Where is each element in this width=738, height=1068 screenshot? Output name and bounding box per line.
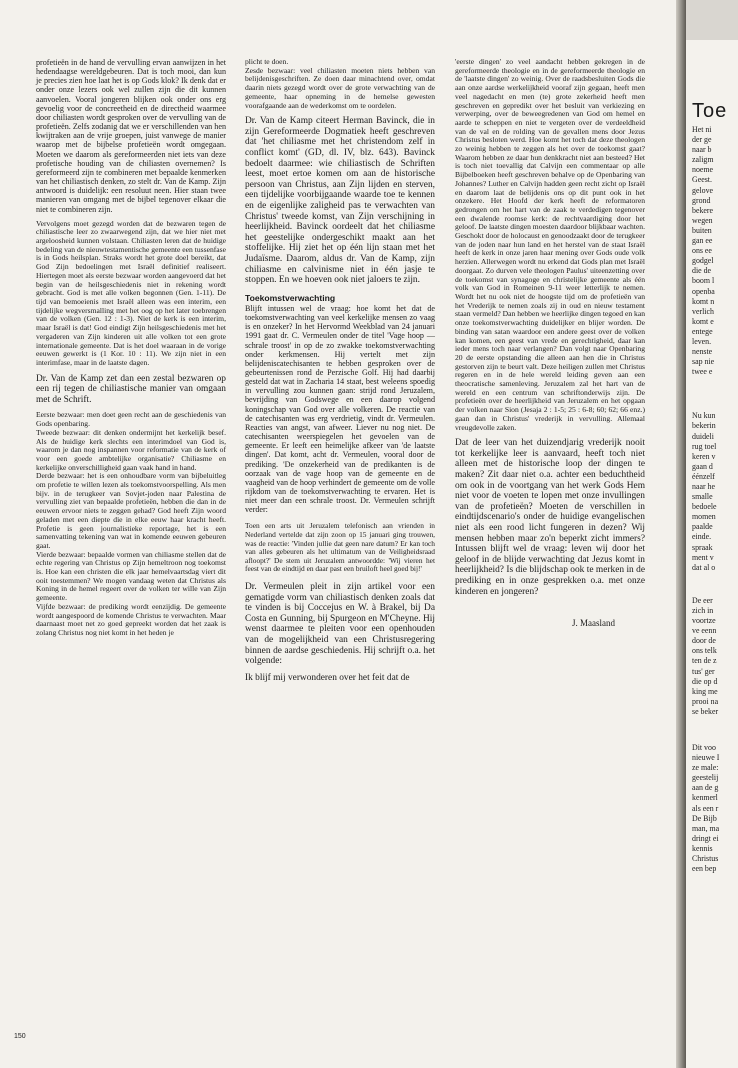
paragraph: 'eerste dingen' zo veel aandacht hebben gekregen in de gereformeerde theologie en in de gereformeerde theologie en de 'laatste dingen' zo weinig. Over de raadsbesluiten Gods die aan onze aardse werkelijkheid vooraf zijn gegaan, heeft men veel nagedacht en men (te) grote zekerheid heeft men geschreven en gepredikt over het besluit van verkiezing en verwerping, over de beweegredenen van God om hemel en aarde te scheppen en niet te vergeten over de verdeeldheid van de val en de rolding van de gevallen mens door Jezus Christus besloten werd. Hoe komt het toch dat deze theologen zo weinig hebben te zeggen als het over de toekomst gaat? Waarom hebben ze daar hun denkkracht niet aan besteed? Het is toch niet toevallig dat Calvijn een commentaar op alle Bijbelboeken heeft geschreven behalve op de Openbaring van Johannes? Luther en Calvijn hadden geen recht zicht op Israël en daarom laat de belijdenis ons op dit punt ook in het onzekere. Het Hoofd der kerk heeft de reformatoren gedrongen om het hart van de zaak te verdedigen tegenover een dwalende roomse kerk: de rechtvaardiging door het geloof. De laatste dingen moesten daardoor blijkbaar wachten. Geschokt door de holocaust en genoodzaakt door de terugkeer van de joden naar hun land en het herstel van de staat Israël heeft de kerk in onze jaren haar mening over Gods oude volk herzien. Allerwegen wordt nu erkend dat Gods plan met Israël doorgaat. Zo durven vele theologen Paulus' uiteenzetting over de toekomst van synagoge en christelijke gemeente als één volk van God in Romeinen 9-11 weer letterlijk te nemen. Wordt het nu ook niet de hoogste tijd om de profetieën van het Vrederijk te nemen zoals zij in oud en nieuw testament staan vermeld? Dan hebben we heerlijke dingen tegoed en kan onze toekomstverwachting duidelijker en blijer worden. De binding van satan waardoor een andere geest over de volken kan komen, een geest van vrede en gerechtigheid, daar kan ieder mens toch naar verlangen? Dan volgt naar Openbaring 20 de eerste opstanding die alleen aan hen die in Christus gestorven zijn te beurt valt. Deze heiligen zullen met Christus regeren en in de hele wereld leiding geven aan een theocratische samenleving. Jeruzalem zal het hart van de wereld en een centrum van schriftonderwijs zijn. De profetieën over de heerlijkheid van Jeruzalem en het opgaan der volken naar Sion (Jesaja 2 : 1-5; 25 : 6-8; 60; 62; 66 enz.) gaan dan in Christus' vrederijk in vervulling. Allemaal vreugdevolle zaken. [455, 57, 645, 432]
column-3 [455, 58, 645, 634]
paragraph: Vervolgens moet gezegd worden dat de bezwaren tegen de chiliastische leer zo zwaarwegend zijn, dat we hier niet met argeloosheid kunnen volstaan. Chiliasten leren dat de huidige bedeling van de nieuwtestamentische gemeente een tussenfase is in Gods heilsplan. Straks wordt het grote doel bereikt, dat God Zijn bedoelingen met Israël definitief realiseert. Hiertegen moet als eerste bezwaar worden aangevoerd dat het begin van de heilsgeschiedenis niet in rekening wordt gebracht. God is met alle volken begonnen (Gen. 1-11). De tijd van bemoeienis met Israël alleen was een interim, een tijdelijke wegversmalling met het oog op het later toebrengen van de volken (Gen. 12 : 1-3). Niet de kerk is een interim, maar Israël is dat! God eindigt Zijn heilsgeschiedenis met het vergaderen van Zijn kinderen uit alle volken tot een grote internationale gemeente. Dat is het doel waaraan in de vorige eeuwen gewerkt is (1 Kor. 10 : 11). We zijn niet in een interimfase, maar in de laatste dagen. [36, 218, 226, 367]
next-page-text: Dit voo nieuwe I ze male: geestelij aan de g kenmerl als een r De Bijb man, ma dringt ei kennis Christus een bep [692, 742, 720, 874]
next-page-title: Toe [692, 100, 728, 122]
section-heading: Toekomstverwachting [245, 292, 336, 303]
column-1 [36, 58, 226, 644]
paragraph: Dat de leer van het duizendjarig vrederijk nooit tot kerkelijke leer is aanvaard, heeft toch niet alleen met de historische loop der dingen te maken? Zit daar niet o.a. achter een beduchtheid om ook in de voortgang van het werk Gods Hem niet voor de voeten te lopen met onze invullingen van de profetieën? Moeten de verschillen in eindtijdscenario's onder de huidige evangelischen niet als een rood licht fungeren in dezen? Wij mensen hebben maar zo'n beperkt zicht immers? Intussen blijft wel de vraag: leven wij door het geloof in de blijde verwachting dat Jezus komt in heerlijkheid? Is die blijdschap ook te merken in de prediking en in onze gesprekken o.a. met onze kinderen en jongeren? [455, 438, 645, 597]
paragraph: plicht te doen. Zesde bezwaar: veel chiliasten moeten niets hebben van belijdenisgeschriften. Ze doen daar minachtend over, omdat daarin niets gezegd wordt over de grote verwachting van de gemeente, haar opneming in de hemelse gewesten voorafgaande aan de wederkomst om te oordelen. [245, 57, 435, 110]
page-number: 150 [14, 1033, 26, 1040]
next-page-text: De eer zich in voortze ve eenn door de ons telk ten de z tus' ger die op d king me prooi na se beker [692, 595, 719, 716]
next-page-fragment [686, 40, 738, 1068]
paragraph: Ik blijf mij verwonderen over het feit dat de [245, 672, 410, 683]
next-page-text: Het ni der ge naar b zaligm noeme Geest. gelove grond bekere wegen buiten gan ee ons ee godgel die de boom l openba komt n verlich komt e entege leven. nenste sap nie twee e [692, 125, 715, 377]
objections-list: Eerste bezwaar: men doet geen recht aan de geschiedenis van Gods openbaring. Tweede bezwaar: dit denken ondermijnt het kerkelijk besef. Als de huidige kerk slechts een interimdoel van God is, waarom je dan nog inspannen voor reformatie van de kerk of voor een goede ambtelijke organisatie? Chiliasme en kerkelijke onverschilligheid gaan vaak hand in hand. Derde bezwaar: het is een onhoudbare vorm van bijbeluitleg om profetie te willen lezen als toekomstvoorspelling. Als men bijv. in de terugkeer van Sovjet-joden naar Palestina de vervulling ziet van bepaalde profetieën, hebben die dan in de eeuwen ervoor niets te zeggen gehad? God heeft Zijn woord geladen met een diepte die in elke eeuw haar kracht heeft. Profetie is geen journalistieke reportage, het is een samenvatting tekening van wat in komende eeuwen gebeuren gaat. Vierde bezwaar: bepaalde vormen van chiliasme stellen dat de echte regering van Christus op Zijn hemeltroon nog toekomst is. Hoe kan een christen die elk jaar hemelvaartsdag viert dit ooit toestemmen? We mogen vandaag weten dat Christus als Koning in de hemel regeert over de volken ter wille van Zijn gemeente. Vijfde bezwaar: de prediking wordt eenzijdig. De gemeente wordt aangespoord de komende Christus te verwachten. Maar daarnaast moet net zo goed gepreekt worden dat het zaak is zolang Christus nog niet komt in het heden je [36, 410, 226, 637]
column-2 [245, 58, 435, 689]
book-gutter [676, 0, 686, 1068]
paragraph: Blijft intussen wel de vraag: hoe komt het dat de toekomstverwachting van veel kerkelijke mensen zo vaag is en onzeker? In het Hervormd Weekblad van 24 januari 1991 gaat dr. C. Vermeulen onder de titel 'Vage hoop — schrale troost' in op de zo zwakke toekomstverwachting onder kerkmensen. Hij vertelt met zijn belijdeniscatechisanten te hebben gesproken over de gebeurtenissen rond de Perzische Golf. Hij had daarbij gesteld dat wat in Zacharia 14 staat, best weleens spoedig in vervulling zou kunnen gaan: strijd rond Jeruzalem, bevrijding van Godswege en een daarop volgend koningschap van God over alle volkeren. De reactie van de catechisanten was erg verdrietig, vindt dr. Vermeulen. Reacties van angst, van afweer. Liever nu nog niet. De catechisanten weerspiegelen het gevoelen van de gemeente. Er leeft een heimelijke afkeer van 'de laatste dingen'. Dat komt, acht dr. Vermeulen, vooral door de prediking. 'De onzekerheid van de predikanten is de oorzaak van de vage hoop van de gemeente en de vaagheid van de hoop verhindert de gemeente om de volle rijkdom van de toekomstverwachting te ervaren. Het is niet meer dan een schrale troost. Dr. Vermeulen schrijft verder: [245, 303, 435, 515]
paragraph: Dr. Van de Kamp citeert Herman Bavinck, die in zijn Gereformeerde Dogmatiek heeft geschreven dat 'het chiliasme met het christendom zelf in conflict komt' (GD, dl. IV, blz. 643). Bavinck bedoelt daarmee: wie chiliastisch de Schriften leest, moet ertoe komen om aan de historische persoon van Christus, aan Zijn lijden en sterven, een tijdelijke voorbijgaande waarde toe te kennen en de eigenlijke zaligheid pas te verwachten van Christus' tweede komst, van Zijn verschijning in heerlijkheid. Bavinck oordeelt dat het chiliasme het geestelijke ondergeschikt maakt aan het stoffelijke. Hij ziet het op één lijn staan met het Judaïsme. Daarom, aldus dr. Van de Kamp, zijn chiliasme en calvinisme niet in één jasje te stoppen. En we hoeven ook niet jaloers te zijn. [245, 116, 435, 286]
paragraph: profetieën in de hand de vervulling ervan aanwijzen in het hedendaagse wereldgebeuren. Dat is toch mooi, dan kun je precies zien hoe laat het is op Gods klok? Ik denk dat er onder onze lezers ook wel zullen zijn die dit kunnen aanvoelen. Vooral jongeren blijken ook onder ons erg gevoelig voor de concreetheid en de directheid waarmee door chiliasten wordt gesproken over de vervulling van de profetieën. Zelfs zodanig dat we er verschillenden van hen kwijtraken aan de vrije groepen, juist vanwege de manier waarop met de bijbelse profetieën wordt omgegaan. Moeten we daarom als gereformeerden niet iets van deze profetische houding van de chiliasten overnemen? Is gereformeerd zijn te combineren met bepaalde kenmerken van het chiliastisch denken, zo stelt dr. Van de Kamp. Zijn antwoord is duidelijk: een resoluut neen. Hier staan twee manieren van omgang met de bijbel tegenover elkaar die niet te combineren zijn. [36, 58, 226, 214]
paragraph: Dr. Van de Kamp zet dan een zestal bezwaren op een rij tegen de chiliastische manier van omgaan met de Schrift. [36, 373, 226, 405]
paragraph: Dr. Vermeulen pleit in zijn artikel voor een gematigde vorm van chiliastisch denken zoals dat te vinden is bij Coccejus en W. à Brakel, bij Da Costa en Gunning, bij Spurgeon en M'Cheyne. Hij wenst daarmee te pleiten voor een openhouden van de mogelijkheid van een Christusregering binnen de aardse geschiedenis. Hij schrijft o.a. het volgende: [245, 582, 435, 667]
next-page-text: Nu kun bekerin duideli rug toel keren v gaan d éénzelf naar he smalle bedoele momen paalde einde. spraak ment v dat al o [692, 411, 717, 572]
quote: Toen een arts uit Jeruzalem telefonisch aan vrienden in Nederland vertelde dat zijn zoon op 15 januari ging trouwen, was de reactie: 'Vinden jullie dat geen nare datum? Er kan toch van alles gebeuren als het ultimatum van de Veiligheidsraad afloopt?' De stem uit Jeruzalem antwoordde: 'Wij vieren het feest van de eindtijd en daar past een bruiloft heel goed bij!' [245, 521, 435, 574]
author-signature: J. Maasland [572, 618, 615, 629]
